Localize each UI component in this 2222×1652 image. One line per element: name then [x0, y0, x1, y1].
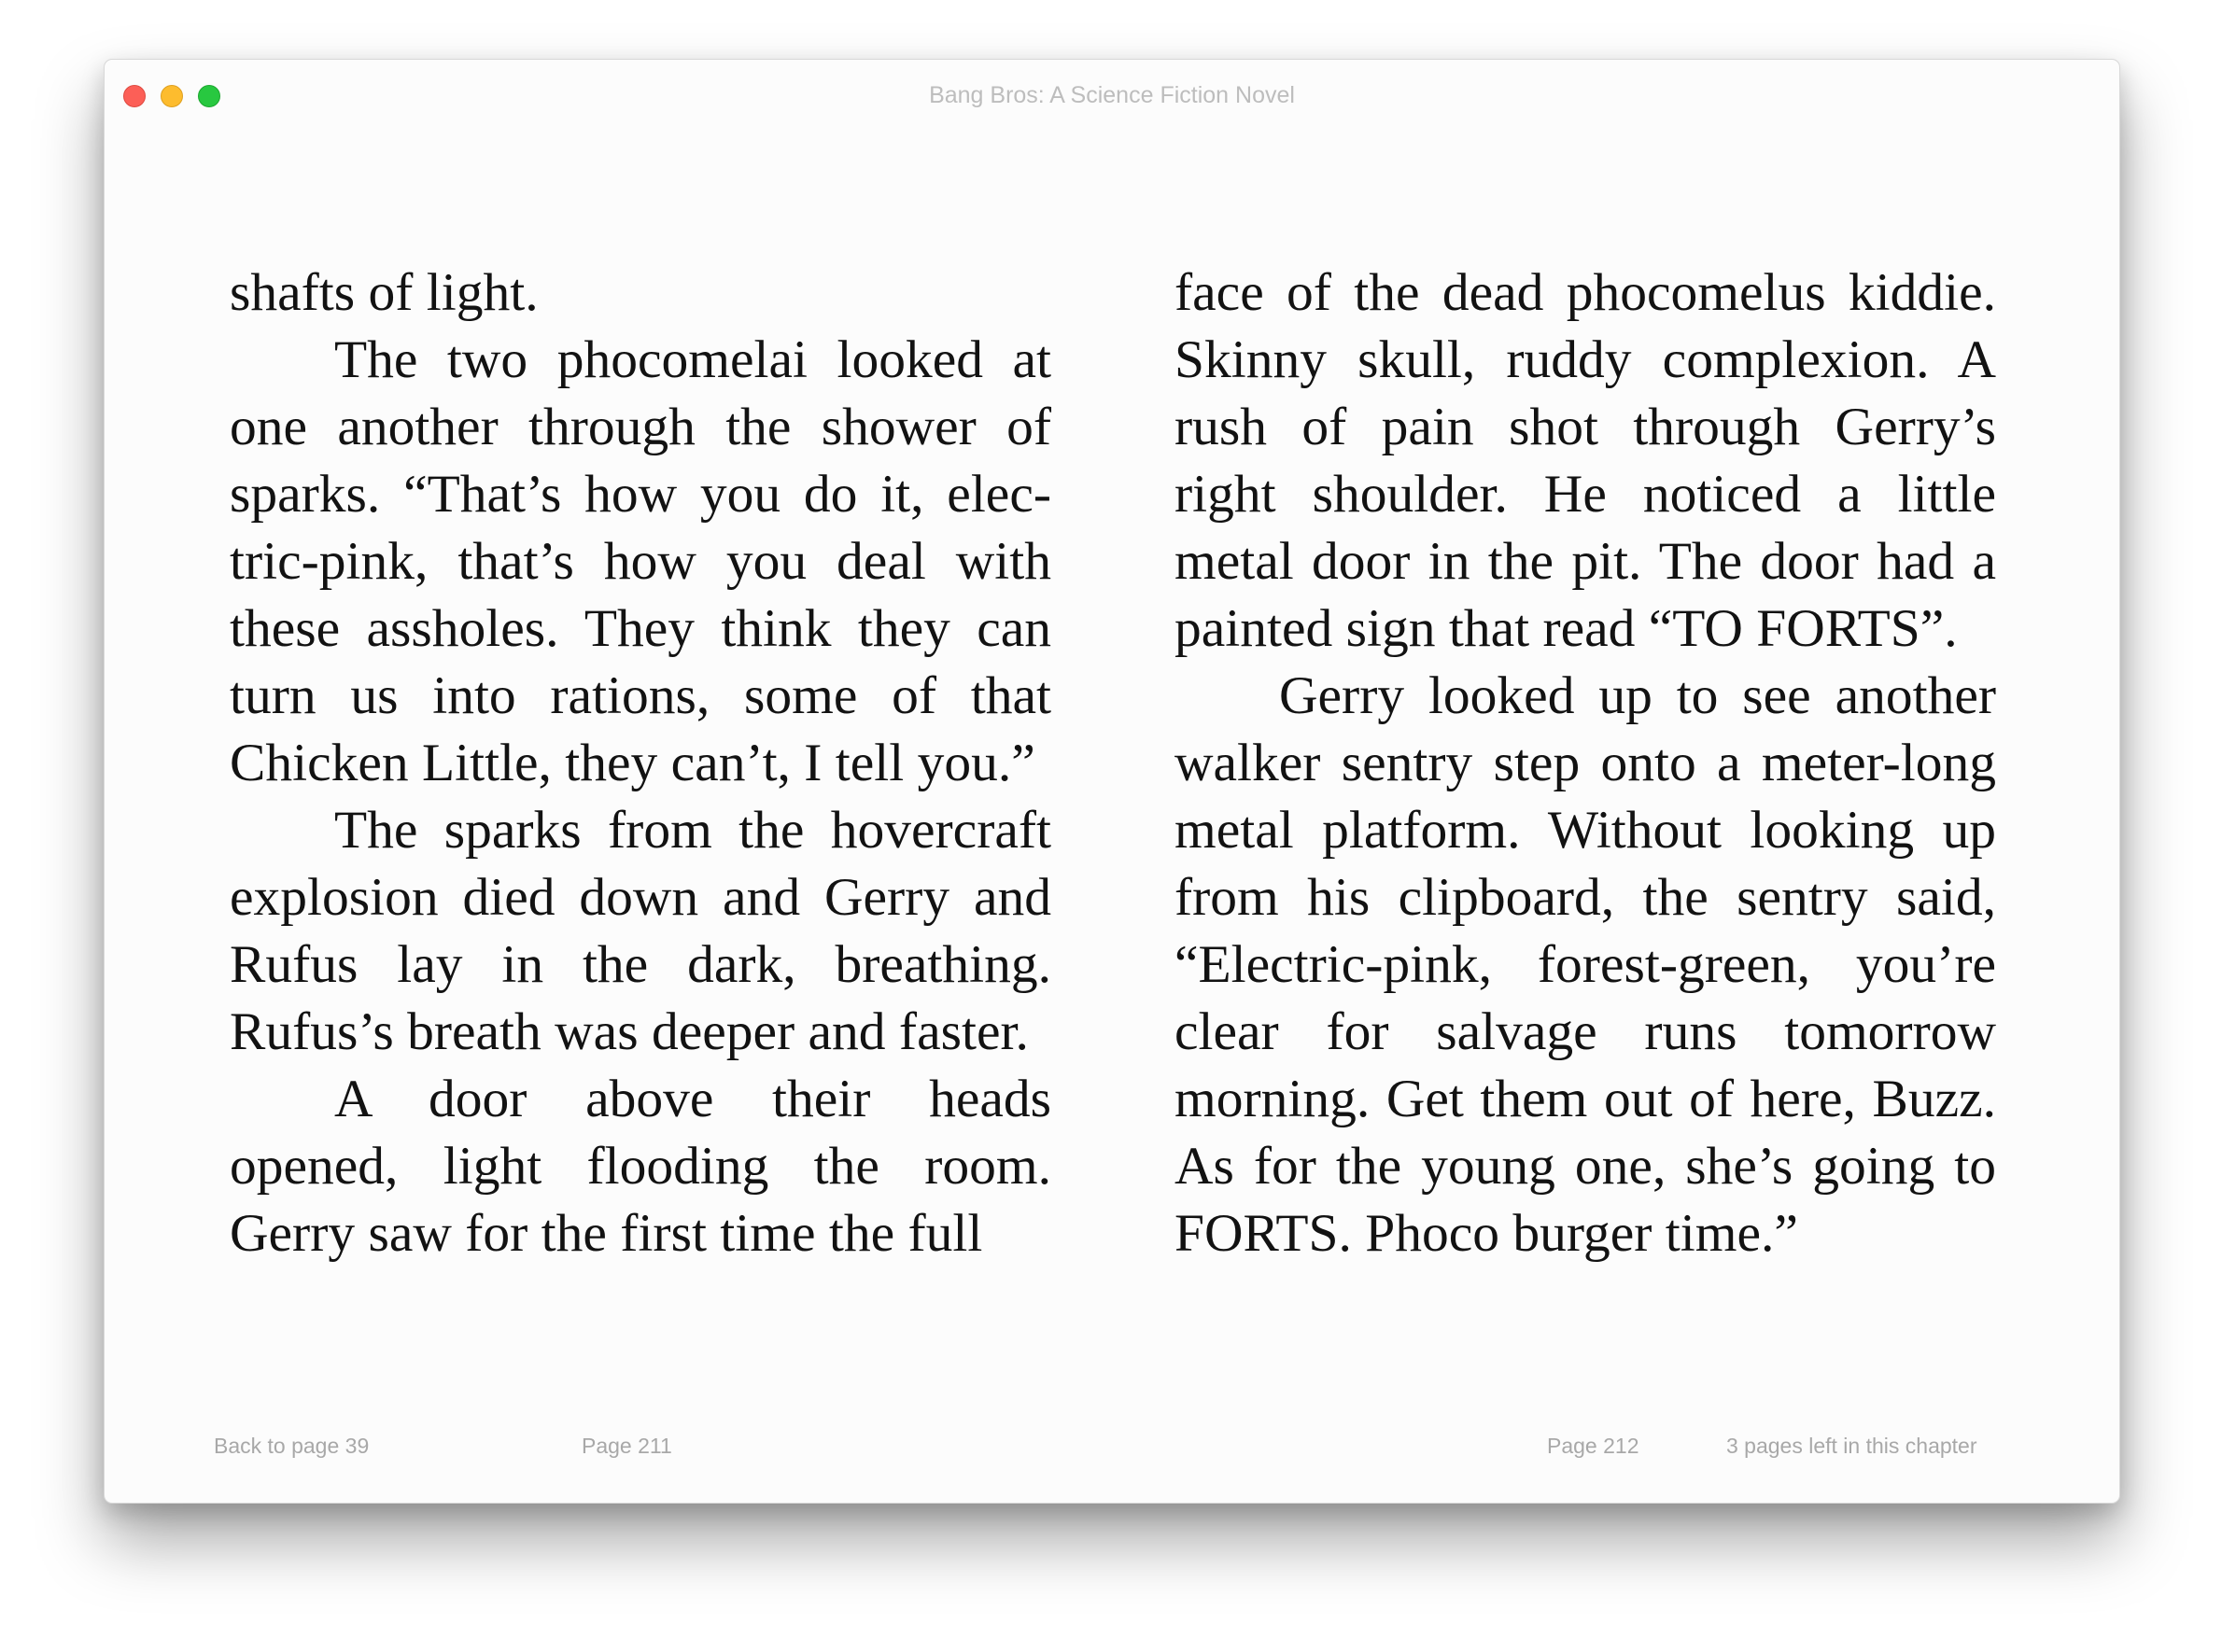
- reader-window: [104, 59, 2120, 1504]
- paragraph: face of the dead phocomelus kiddie. Skinny skull, ruddy complexion. A rush of pain shot through Gerry’s right shoulder. He noticed a little metal door in the pit. The door had a painted sign that read “TO FORTS”.: [1174, 263, 1996, 658]
- right-page-number: Page 212: [1547, 1434, 1639, 1458]
- window-title: Bang Bros: A Science Fiction Novel: [929, 82, 1295, 108]
- paragraph: The sparks from the hovercraft explosion died down and Gerry and Rufus lay in the dark, breathing. Rufus’s breath was deeper and faster.: [230, 801, 1051, 1061]
- title-bar[interactable]: [105, 60, 2119, 131]
- back-to-page-link[interactable]: Back to page 39: [214, 1434, 370, 1458]
- paragraph: A door above their heads opened, light flooding the room. Gerry saw for the first time the full: [230, 1070, 1051, 1263]
- paragraph: Gerry looked up to see another walker sentry step onto a meter-long metal platform. Without looking up from his clipboard, the sentry said, “Electric-pink, forest-green, you’re clear for salvage runs tomorrow morning. Get them out of here, Buzz. As for the young one, she’s going to FORTS. Phoco burger time.”: [1174, 666, 1996, 1263]
- left-page-number: Page 211: [582, 1434, 672, 1458]
- paragraph: shafts of light.: [230, 263, 539, 322]
- left-page-text: [230, 259, 1051, 1267]
- paragraph: The two phocomelai looked at one another through the shower of sparks. “That’s how you do it, electric-pink, that’s how you deal with these assholes. They think they can turn us into rations, some of that Chicken Little, they can’t, I tell you.”: [230, 330, 1051, 792]
- right-page-text: [1174, 259, 1996, 1267]
- pages-left-in-chapter: 3 pages left in this chapter: [1726, 1434, 1977, 1458]
